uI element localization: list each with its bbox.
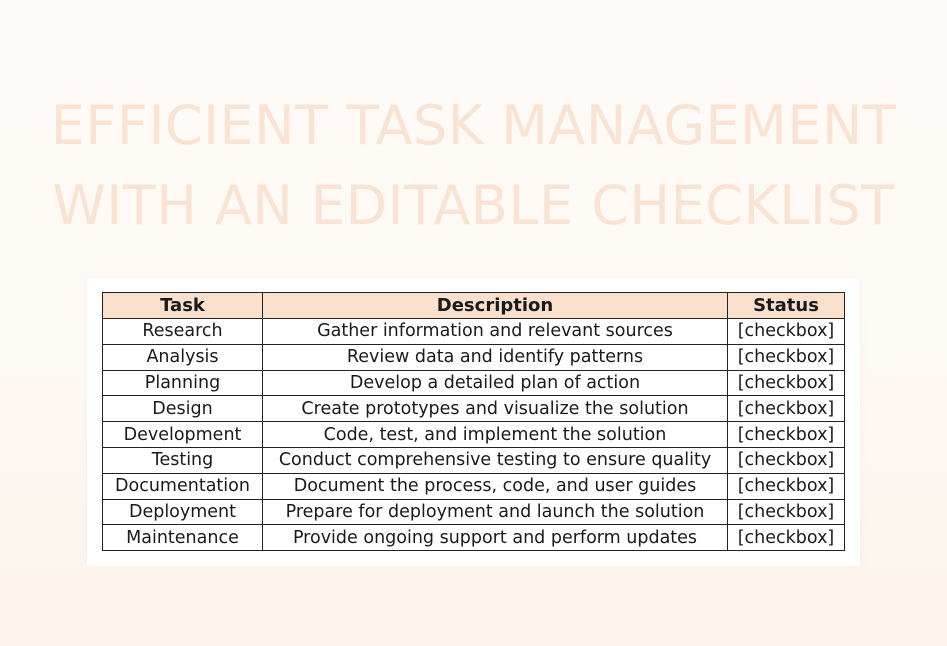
table-row: [103, 370, 845, 396]
task-cell[interactable]: Design: [103, 396, 263, 422]
table-row: [103, 447, 845, 473]
table-row: [103, 525, 845, 551]
description-cell[interactable]: Document the process, code, and user guides: [263, 473, 728, 499]
description-cell[interactable]: Conduct comprehensive testing to ensure quality: [263, 447, 728, 473]
table-row: [103, 396, 845, 422]
status-cell[interactable]: [checkbox]: [728, 499, 845, 525]
header-description: Description: [263, 293, 728, 319]
status-cell[interactable]: [checkbox]: [728, 525, 845, 551]
description-cell[interactable]: Review data and identify patterns: [263, 344, 728, 370]
title-line-2: WITH AN EDITABLE CHECKLIST: [52, 174, 895, 237]
task-cell[interactable]: Maintenance: [103, 525, 263, 551]
description-cell[interactable]: Create prototypes and visualize the solution: [263, 396, 728, 422]
header-row: [103, 293, 845, 319]
description-cell[interactable]: Develop a detailed plan of action: [263, 370, 728, 396]
task-cell[interactable]: Planning: [103, 370, 263, 396]
status-cell[interactable]: [checkbox]: [728, 319, 845, 345]
description-cell[interactable]: Provide ongoing support and perform updates: [263, 525, 728, 551]
status-cell[interactable]: [checkbox]: [728, 344, 845, 370]
table-row: [103, 499, 845, 525]
table-row: [103, 319, 845, 345]
description-cell[interactable]: Gather information and relevant sources: [263, 319, 728, 345]
task-cell[interactable]: Research: [103, 319, 263, 345]
header-task: Task: [103, 293, 263, 319]
title-line-1: EFFICIENT TASK MANAGEMENT: [50, 94, 897, 157]
description-cell[interactable]: Code, test, and implement the solution: [263, 422, 728, 448]
task-cell[interactable]: Analysis: [103, 344, 263, 370]
task-cell[interactable]: Testing: [103, 447, 263, 473]
table-row: [103, 473, 845, 499]
header-status: Status: [728, 293, 845, 319]
checklist-card: [87, 278, 860, 566]
task-cell[interactable]: Documentation: [103, 473, 263, 499]
status-cell[interactable]: [checkbox]: [728, 473, 845, 499]
checklist-table: [102, 292, 845, 551]
table-row: [103, 422, 845, 448]
status-cell[interactable]: [checkbox]: [728, 422, 845, 448]
status-cell[interactable]: [checkbox]: [728, 447, 845, 473]
status-cell[interactable]: [checkbox]: [728, 396, 845, 422]
task-cell[interactable]: Development: [103, 422, 263, 448]
page-title: [0, 86, 947, 246]
status-cell[interactable]: [checkbox]: [728, 370, 845, 396]
task-cell[interactable]: Deployment: [103, 499, 263, 525]
table-row: [103, 344, 845, 370]
description-cell[interactable]: Prepare for deployment and launch the solution: [263, 499, 728, 525]
